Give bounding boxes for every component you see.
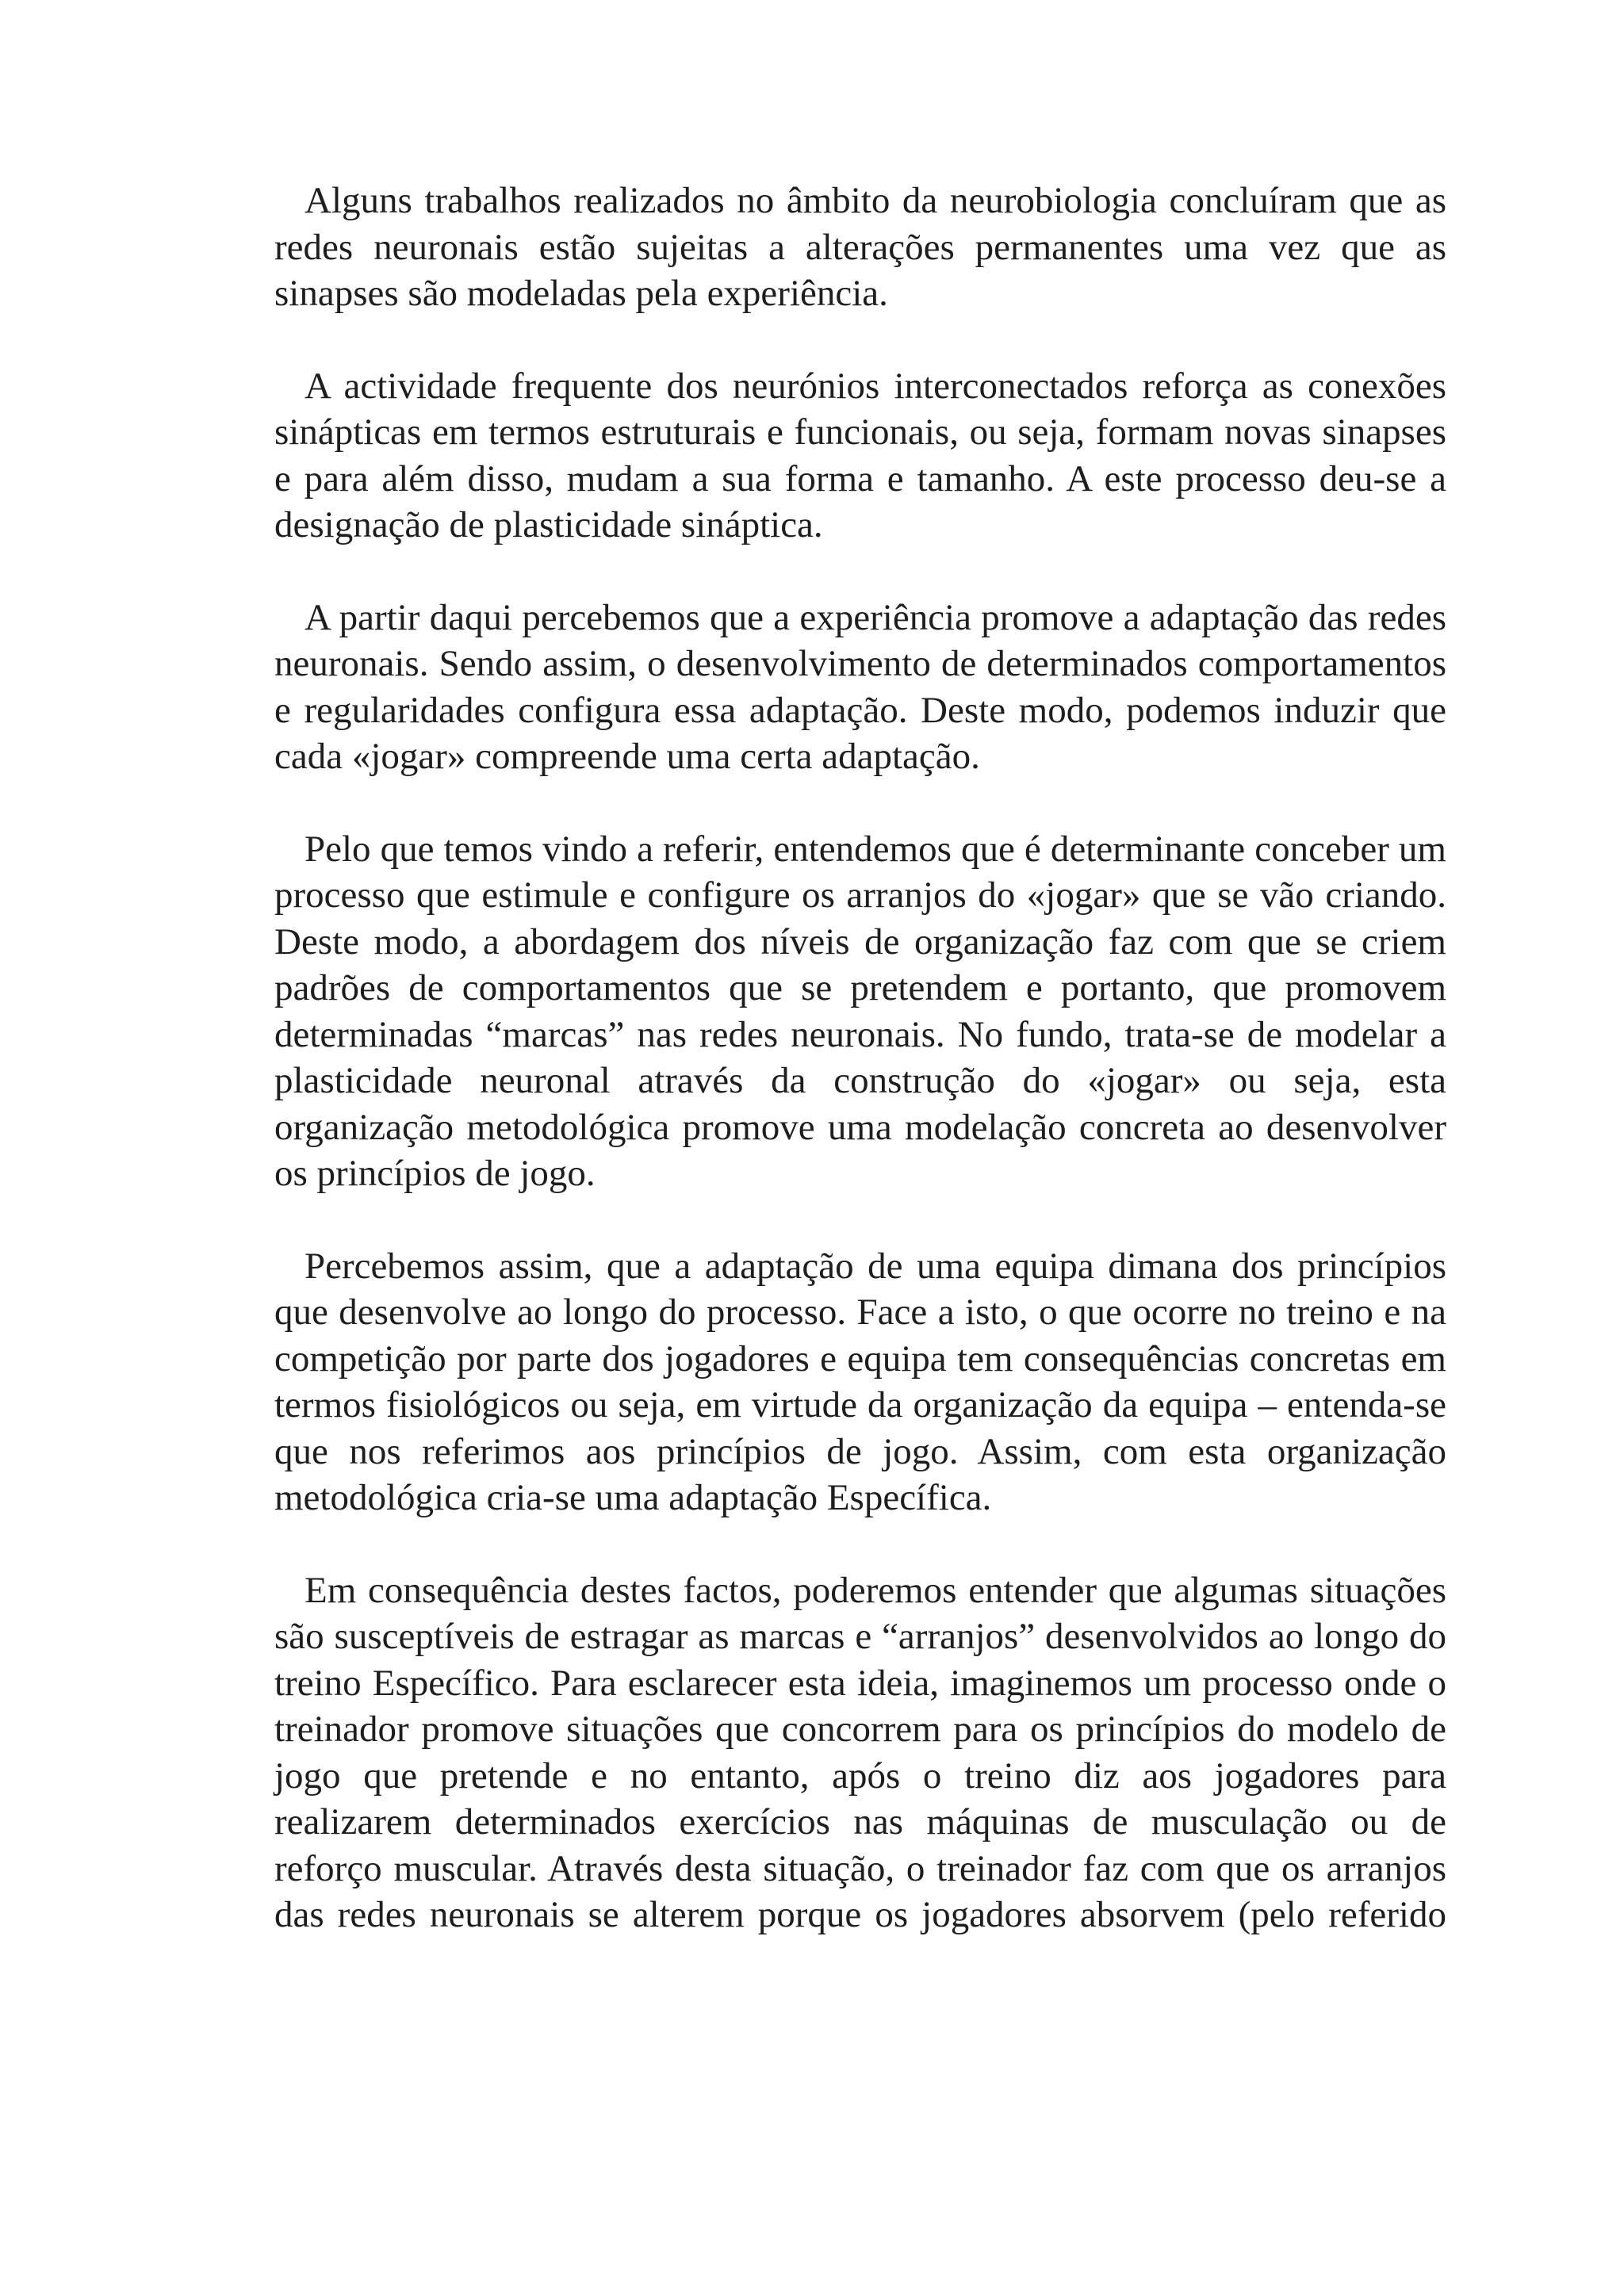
paragraph: Percebemos assim, que a adaptação de uma equipa dimana dos princípios que desenvolve ao longo do processo. Face a isto, o que ocorre no treino e na competição por parte dos jogadores e equipa tem consequências concretas em termos fisiológicos ou seja, em virtude da organização da equipa – entenda-se que nos referimos aos princípios de jogo. Assim, com esta organização metodológica cria-se uma adaptação Específica. [274, 1245, 1446, 1518]
paragraph: A actividade frequente dos neurónios interconectados reforça as conexões sinápticas em termos estruturais e funcionais, ou seja, formam novas sinapses e para além disso, mudam a sua forma e tamanho. A este processo deu-se a designação de plasticidade sináptica. [274, 365, 1446, 545]
paragraph: Alguns trabalhos realizados no âmbito da neurobiologia concluíram que as redes neuronais estão sujeitas a alterações permanentes uma vez que as sinapses são modeladas pela experiência. [274, 180, 1446, 314]
paragraph: Em consequência destes factos, poderemos entender que algumas situações são susceptíveis de estragar as marcas e “arranjos” desenvolvidos ao longo do treino Específico. Para esclarecer esta ideia, imaginemos um processo onde o treinador promove situações que concorrem para os princípios do modelo de jogo que pretende e no entanto, após o treino diz aos jogadores para realizarem determinados exercícios nas máquinas de musculação ou de reforço muscular. Através desta situação, o treinador faz com que os arranjos das redes neuronais se alterem porque os jogadores absorvem (pelo referido [274, 1569, 1446, 1935]
body-text [274, 178, 1446, 1938]
paragraph: A partir daqui percebemos que a experiência promove a adaptação das redes neuronais. Sendo assim, o desenvolvimento de determinados comportamentos e regularidades configura essa adaptação. Deste modo, podemos induzir que cada «jogar» compreende uma certa adaptação. [274, 596, 1446, 777]
paragraph: Pelo que temos vindo a referir, entendemos que é determinante conceber um processo que estimule e configure os arranjos do «jogar» que se vão criando. Deste modo, a abordagem dos níveis de organização faz com que se criem padrões de comportamentos que se pretendem e portanto, que promovem determinadas “marcas” nas redes neuronais. No fundo, trata-se de modelar a plasticidade neuronal através da construção do «jogar» ou seja, esta organização metodológica promove uma modelação concreta ao desenvolver os princípios de jogo. [274, 828, 1446, 1194]
